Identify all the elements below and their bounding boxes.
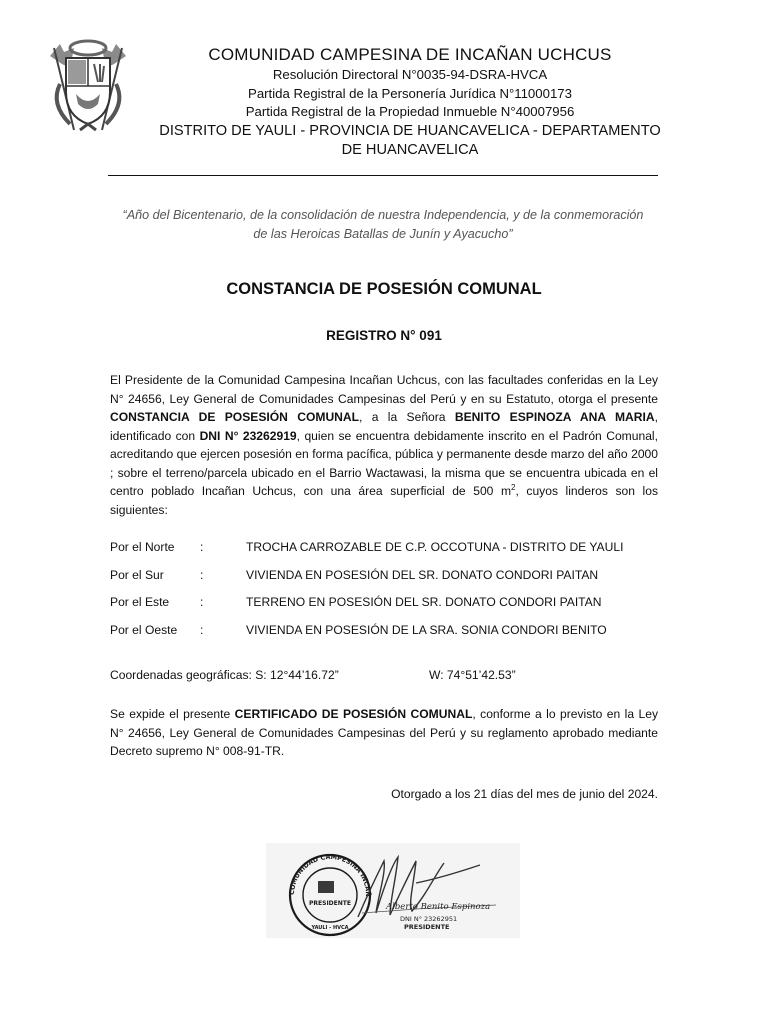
boundary-value: TROCHA CARROZABLE DE C.P. OCCOTUNA - DISTRITO DE YAULI (246, 540, 624, 554)
signature-icon (358, 857, 496, 931)
boundary-colon: : (200, 622, 204, 637)
motto-line-2: de las Heroicas Batallas de Junín y Ayacucho” (253, 227, 513, 241)
district-line: DISTRITO DE YAULI - PROVINCIA DE HUANCAVELICA - DEPARTAMENTO (159, 122, 661, 139)
boundary-colon: : (200, 595, 204, 609)
community-name: COMUNIDAD CAMPESINA DE INCAÑAN UCHCUS (208, 45, 612, 64)
boundary-value: VIVIENDA EN POSESIÓN DEL SR. DONATO CONDORI PAITAN (246, 567, 599, 582)
registry-number: REGISTRO N° 091 (326, 328, 442, 343)
boundary-colon: : (200, 540, 204, 554)
signer-role: PRESIDENTE (404, 923, 450, 931)
document-title: CONSTANCIA DE POSESIÓN COMUNAL (226, 280, 542, 298)
bold-segment: CERTIFICADO DE POSESIÓN COMUNAL (234, 707, 473, 721)
holder-name: BENITO ESPINOZA ANA MARIA (454, 410, 655, 424)
boundary-row-south (110, 568, 670, 596)
signer-dni: DNI N° 23262951 (400, 915, 458, 923)
boundary-label: Por el Oeste (110, 622, 178, 637)
boundary-row-north (110, 540, 670, 568)
motto-line-1: “Año del Bicentenario, de la consolidación de nuestra Independencia, y de la conmemoración (122, 208, 644, 222)
superscript: 2 (511, 482, 516, 492)
text-segment: , identificado con (110, 410, 658, 443)
header-divider (108, 175, 658, 176)
text-segment: Se expide el presente (110, 707, 235, 721)
resolution-line: Resolución Directoral N°0035-94-DSRA-HVCA (272, 67, 548, 82)
boundary-label: Por el Sur (110, 567, 164, 582)
coat-of-arms-icon (40, 34, 136, 138)
seal-bottom-text: YAULI - HVCA (311, 925, 349, 931)
boundary-value: VIVIENDA EN POSESIÓN DE LA SRA. SONIA CONDORI BENITO (246, 622, 607, 637)
text-segment: El Presidente de la Comunidad Campesina Incañan Uchcus, con las facultades conferidas en la Ley N° 24656, Ley General de Comunidades Campesinas del Perú y en su Estatuto, otorga el presente (110, 373, 658, 406)
certificate-paragraph (110, 371, 658, 519)
legal-basis-paragraph (110, 705, 658, 761)
letterhead (140, 44, 680, 160)
issue-date: Otorgado a los 21 días del mes de junio del 2024. (391, 787, 658, 801)
department-line: DE HUANCAVELICA (341, 141, 479, 158)
boundaries-list (110, 540, 670, 650)
property-registry-line: Partida Registral de la Propiedad Inmueble N°40007956 (245, 104, 575, 119)
coordinate-south: Coordenadas geográficas: S: 12°44’16.72” (110, 668, 339, 682)
text-segment: , conforme a lo previsto en la Ley N° 24656, Ley General de Comunidades Campesinas del Perú y su reglamento aprobado mediante Decreto supremo N° 008-91-TR. (110, 707, 658, 758)
legal-entity-line: Partida Registral de la Personería Jurídica N°11000173 (248, 85, 572, 101)
seal-ring-text: COMUNIDAD CAMPESINA INCAÑ (287, 852, 373, 897)
bold-segment: CONSTANCIA DE POSESIÓN COMUNAL (110, 410, 360, 424)
seal-center-text: PRESIDENTE (309, 900, 351, 907)
year-motto (100, 206, 666, 244)
text-segment: , a la Señora (359, 410, 455, 424)
boundary-label: Por el Este (110, 595, 170, 609)
coordinate-west: W: 74°51’42.53” (429, 668, 516, 682)
text-segment: , cuyos linderos son los siguientes: (110, 484, 658, 517)
holder-dni: DNI N° 23262919 (199, 428, 297, 443)
boundary-label: Por el Norte (110, 540, 175, 554)
text-segment: , quien se encuentra debidamente inscrito en el Padrón Comunal, acreditando que ejercen posesión en forma pacífica, pública y permanente desde marzo del año 2000 ; sobre el terreno/parcela ubicado en el Barrio Wactawasi, la misma que se encuentra ubicada en el centro poblado Incañan Uchcus, con una área superficial de 500 m (110, 428, 658, 498)
boundary-colon: : (200, 567, 204, 582)
seal-and-signature (266, 843, 520, 938)
signer-name: Alberto Benito Espinoza (386, 902, 491, 912)
community-seal-icon (266, 843, 373, 935)
boundary-value: TERRENO EN POSESIÓN DEL SR. DONATO CONDORI PAITAN (246, 595, 602, 609)
boundary-row-east (110, 595, 670, 623)
boundary-row-west (110, 623, 670, 651)
